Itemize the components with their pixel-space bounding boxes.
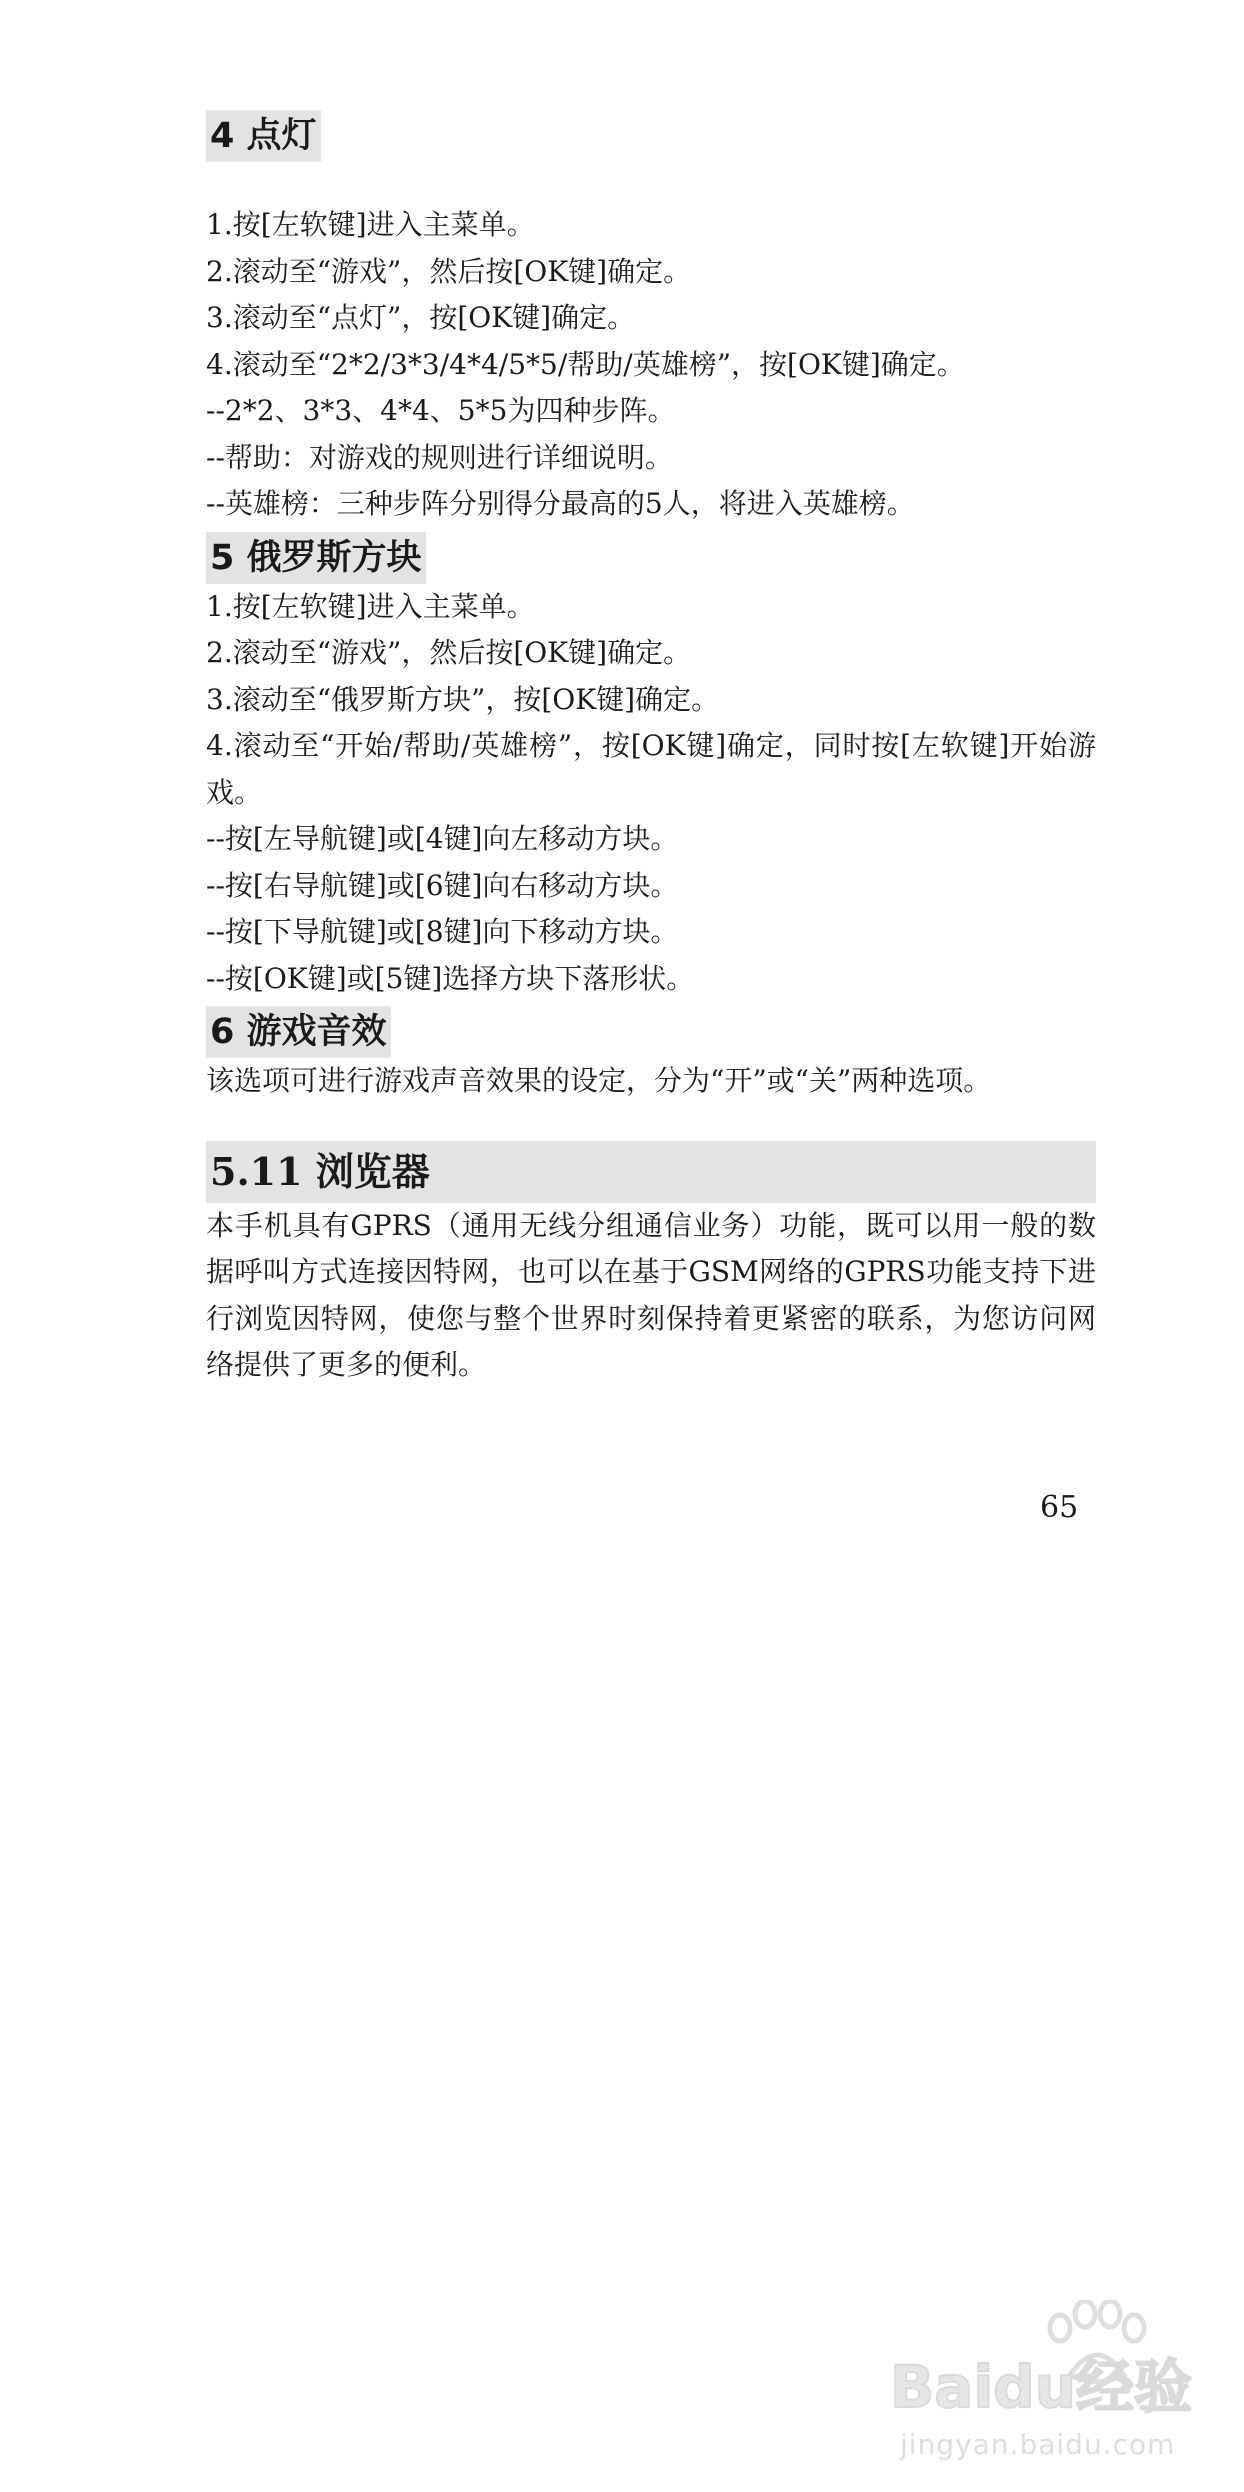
tetris-step-3: 3.滚动至“俄罗斯方块”，按[OK键]确定。: [206, 682, 720, 716]
browser-description: 本手机具有GPRS（通用无线分组通信业务）功能，既可以用一般的数据呼叫方式连接因特网，也可以在基于GSM网络的GPRS功能支持下进行浏览因特网，使您与整个世界时刻保持着更紧密的联系，为您访问网络提供了更多的便利。: [206, 1208, 1096, 1381]
tetris-control-right: --按[右导航键]或[6键]向右移动方块。: [206, 868, 679, 902]
heading-sound: 6 游戏音效: [206, 1006, 391, 1058]
tetris-step-4: 4.滚动至“开始/帮助/英雄榜”，按[OK键]确定，同时按[左软键]开始游戏。: [206, 729, 1096, 809]
watermark-brand: Baidu经验: [890, 2353, 1193, 2421]
section-lights: [206, 110, 1096, 528]
document-page: [206, 110, 1096, 1389]
lights-step-4: 4.滚动至“2*2/3*3/4*4/5*5/帮助/英雄榜”，按[OK键]确定。: [206, 347, 965, 381]
lights-step-1: 1.按[左软键]进入主菜单。: [206, 208, 535, 241]
page-number: 65: [1040, 1490, 1079, 1525]
section-browser: [206, 1141, 1096, 1389]
lights-note-help: --帮助：对游戏的规则进行详细说明。: [206, 440, 673, 474]
lights-step-3: 3.滚动至“点灯”，按[OK键]确定。: [206, 301, 636, 334]
lights-note-grids: --2*2、3*3、4*4、5*5为四种步阵。: [206, 394, 676, 427]
section-tetris: [206, 532, 1096, 1003]
tetris-step-1: 1.按[左软键]进入主菜单。: [206, 589, 535, 623]
tetris-control-left: --按[左导航键]或[4键]向左移动方块。: [206, 822, 679, 855]
heading-lights: 4 点灯: [206, 110, 321, 162]
tetris-control-down: --按[下导航键]或[8键]向下移动方块。: [206, 915, 679, 948]
heading-tetris: 5 俄罗斯方块: [206, 532, 426, 584]
tetris-step-2: 2.滚动至“游戏”，然后按[OK键]确定。: [206, 636, 692, 669]
section-sound: [206, 1006, 1096, 1105]
heading-browser: 5.11 浏览器: [206, 1141, 1096, 1203]
baidu-watermark: [880, 2300, 1200, 2470]
lights-step-2: 2.滚动至“游戏”，然后按[OK键]确定。: [206, 254, 692, 288]
lights-note-hero: --英雄榜：三种步阵分别得分最高的5人，将进入英雄榜。: [206, 487, 915, 520]
tetris-control-rotate: --按[OK键]或[5键]选择方块下落形状。: [206, 961, 695, 995]
sound-description: 该选项可进行游戏声音效果的设定，分为“开”或“关”两种选项。: [206, 1064, 992, 1097]
watermark-url: jingyan.baidu.com: [900, 2428, 1176, 2461]
